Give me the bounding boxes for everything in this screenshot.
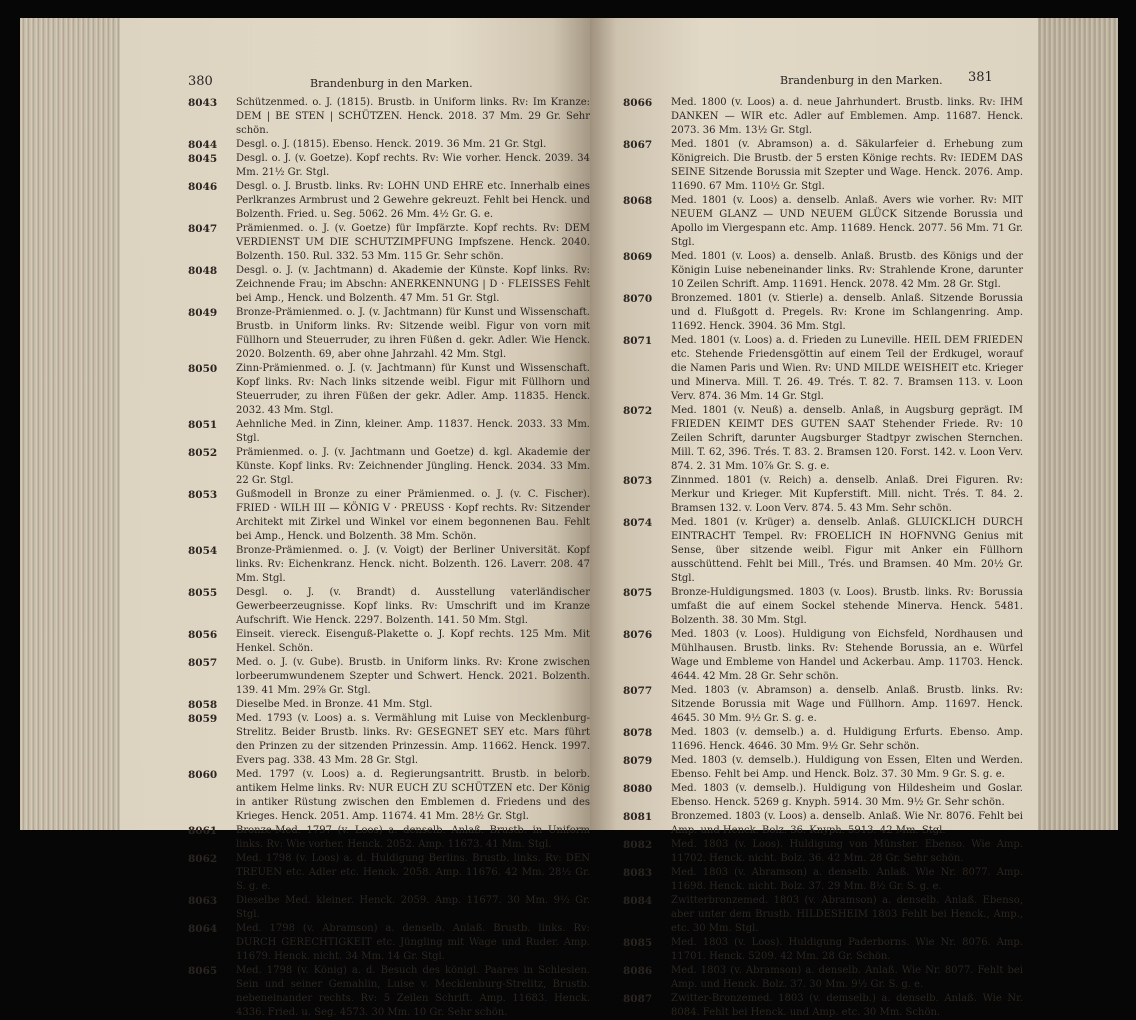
entry-text: Zinn-Prämienmed. o. J. (v. Jachtmann) für Kunst und Wissenschaft. Kopf links. Rv: Nach links sitzende weibl. Figur mit Füllhorn und Steuerruder, zu ihren Füßen der gekr. Adler. Amp. 11835. Henck. 2032. 43 Mm. Stgl. bbox=[236, 363, 590, 416]
entry-number: 8065 bbox=[188, 965, 218, 977]
catalog-entry bbox=[188, 418, 590, 446]
entry-number: 8047 bbox=[188, 223, 218, 235]
page-number: 381 bbox=[968, 70, 993, 85]
entry-text: Dieselbe Med. in Bronze. 41 Mm. Stgl. bbox=[236, 699, 433, 710]
entry-text: Schützenmed. o. J. (1815). Brustb. in Uniform links. Rv: Im Kranze: DEM | BE STEN | SCHÜTZEN. Henck. 2018. 37 Mm. 29 Gr. Sehr schön. bbox=[236, 97, 590, 136]
entry-number: 8075 bbox=[623, 587, 653, 599]
catalog-entry bbox=[188, 628, 590, 656]
entry-text: Desgl. o. J. Brustb. links. Rv: LOHN UND EHRE etc. Innerhalb eines Perlkranzes Armbrust und 2 Gewehre gekreuzt. Fehlt bei Henck. und Bolzenth. Fried. u. Seg. 5062. 26 Mm. 4½ Gr. G. e. bbox=[236, 181, 590, 220]
catalog-entry bbox=[188, 306, 590, 362]
catalog-entry bbox=[188, 894, 590, 922]
catalog-entry bbox=[623, 894, 1023, 936]
entry-number: 8073 bbox=[623, 475, 653, 487]
catalog-entry bbox=[623, 992, 1023, 1020]
entry-number: 8048 bbox=[188, 265, 218, 277]
entry-number: 8044 bbox=[188, 139, 218, 151]
entry-number: 8070 bbox=[623, 293, 653, 305]
catalog-entry bbox=[188, 180, 590, 222]
entry-number: 8052 bbox=[188, 447, 218, 459]
entry-list bbox=[188, 96, 590, 1020]
entry-number: 8084 bbox=[623, 895, 653, 907]
catalog-entry bbox=[623, 474, 1023, 516]
entry-number: 8071 bbox=[623, 335, 653, 347]
catalog-entry bbox=[623, 866, 1023, 894]
catalog-entry bbox=[188, 138, 590, 152]
catalog-entry bbox=[188, 922, 590, 964]
running-head: Brandenburg in den Marken. bbox=[780, 74, 943, 87]
entry-number: 8054 bbox=[188, 545, 218, 557]
entry-number: 8056 bbox=[188, 629, 218, 641]
entry-text: Bronzemed. 1801 (v. Stierle) a. denselb. Anlaß. Sitzende Borussia und d. Flußgott d. Pregels. Rv: Krone im Schlangenring. Amp. 11692. Henck. 3904. 36 Mm. Stgl. bbox=[671, 293, 1023, 332]
catalog-entry bbox=[623, 628, 1023, 684]
entry-text: Bronzemed. 1803 (v. Loos) a. denselb. Anlaß. Wie Nr. 8076. Fehlt bei Amp. und Henck. Bolz. 36. Knyph. 5913. 42 Mm. Stgl. bbox=[671, 811, 1023, 836]
entry-number: 8087 bbox=[623, 993, 653, 1005]
catalog-entry bbox=[623, 586, 1023, 628]
right-page bbox=[590, 18, 1038, 1018]
catalog-entry bbox=[188, 852, 590, 894]
entry-number: 8080 bbox=[623, 783, 653, 795]
entry-text: Med. 1801 (v. Loos) a. denselb. Anlaß. Brustb. des Königs und der Königin Luise nebeneinander links. Rv: Strahlende Krone, darunter 10 Zeilen Schrift. Amp. 11691. Henck. 2078. 42 Mm. 28 Gr. Stgl. bbox=[671, 251, 1023, 290]
entry-text: Med. 1798 (v. König) a. d. Besuch des königl. Paares in Schlesien. Sein und seiner Gemahlin, Luise v. Mecklenburg-Strelitz, Brustb. nebeneinander rechts. Rv: 5 Zeilen Schrift. Amp. 11683. Henck. 4336. Fried. u. Seg. 4573. 30 Mm. 10 Gr. Sehr schön. bbox=[236, 965, 590, 1018]
entry-text: Med. 1801 (v. Loos) a. denselb. Anlaß. Avers wie vorher. Rv: MIT NEUEM GLANZ — UND NEUEM GLÜCK Sitzende Borussia und Apollo im Viergespann etc. Amp. 11689. Henck. 2077. 56 Mm. 71 Gr. Stgl. bbox=[671, 195, 1023, 248]
entry-text: Med. 1793 (v. Loos) a. s. Vermählung mit Luise von Mecklenburg-Strelitz. Beider Brustb. links. Rv: GESEGNET SEY etc. Mars führt den Prinzen zu der sitzenden Prinzessin. Amp. 11662. Henck. 1997. Evers pag. 338. 43 Mm. 28 Gr. Stgl. bbox=[236, 713, 590, 766]
entry-text: Med. 1803 (v. Loos). Huldigung von Eichsfeld, Nordhausen und Mühlhausen. Brustb. links. Rv: Stehende Borussia, an e. Würfel Wage und Embleme von Handel und Ackerbau. Amp. 11703. Henck. 4644. 42 Mm. 28 Gr. Sehr schön. bbox=[671, 629, 1023, 682]
entry-text: Zwitterbronzemed. 1803 (v. Abramson) a. denselb. Anlaß. Ebenso, aber unter dem Brustb. HILDESHEIM 1803 Fehlt bei Henck., Amp., etc. 30 Mm. Stgl. bbox=[671, 895, 1023, 934]
catalog-entry bbox=[188, 362, 590, 418]
catalog-entry bbox=[623, 404, 1023, 474]
entry-text: Med. 1800 (v. Loos) a. d. neue Jahrhundert. Brustb. links. Rv: IHM DANKEN — WIR etc. Adler auf Emblemen. Amp. 11687. Henck. 2073. 36 Mm. 13½ Gr. Stgl. bbox=[671, 97, 1023, 136]
entry-number: 8076 bbox=[623, 629, 653, 641]
catalog-entry bbox=[623, 782, 1023, 810]
entry-text: Med. 1801 (v. Abramson) a. d. Säkularfeier d. Erhebung zum Königreich. Die Brustb. der 5 ersten Könige rechts. Rv: IEDEM DAS SEINE Sitzende Borussia mit Szepter und Wage. Henck. 2076. Amp. 11690. 67 Mm. 110½ Gr. Stgl. bbox=[671, 139, 1023, 192]
catalog-entry bbox=[623, 138, 1023, 194]
entry-text: Med. 1803 (v. Abramson) a. denselb. Anlaß. Wie Nr. 8077. Amp. 11698. Henck. nicht. Bolz. 37. 29 Mm. 8½ Gr. S. g. e. bbox=[671, 867, 1023, 892]
entry-number: 8083 bbox=[623, 867, 653, 879]
catalog-entry bbox=[188, 446, 590, 488]
running-head: Brandenburg in den Marken. bbox=[310, 77, 473, 90]
catalog-entry bbox=[623, 292, 1023, 334]
entry-text: Med. o. J. (v. Gube). Brustb. in Uniform links. Rv: Krone zwischen lorbeerumwundenem Szepter und Schwert. Henck. 2021. Bolzenth. 139. 41 Mm. 29⅞ Gr. Stgl. bbox=[236, 657, 590, 696]
entry-number: 8074 bbox=[623, 517, 653, 529]
entry-number: 8043 bbox=[188, 97, 218, 109]
catalog-entry bbox=[623, 334, 1023, 404]
entry-text: Aehnliche Med. in Zinn, kleiner. Amp. 11837. Henck. 2033. 33 Mm. Stgl. bbox=[236, 419, 590, 444]
entry-number: 8079 bbox=[623, 755, 653, 767]
catalog-entry bbox=[188, 264, 590, 306]
entry-number: 8078 bbox=[623, 727, 653, 739]
entry-text: Med. 1803 (v. demselb.). Huldigung von Hildesheim und Goslar. Ebenso. Henck. 5269 g. Knyph. 5914. 30 Mm. 9½ Gr. Sehr schön. bbox=[671, 783, 1023, 808]
entry-list bbox=[623, 96, 1023, 1020]
entry-number: 8064 bbox=[188, 923, 218, 935]
entry-number: 8068 bbox=[623, 195, 653, 207]
catalog-entry bbox=[188, 964, 590, 1020]
entry-text: Med. 1803 (v. Loos). Huldigung von Münster. Ebenso. Wie Amp. 11702. Henck. nicht. Bolz. 36. 42 Mm. 28 Gr. Sehr schön. bbox=[671, 839, 1023, 864]
entry-text: Desgl. o. J. (v. Jachtmann) d. Akademie der Künste. Kopf links. Rv: Zeichnende Frau; im Abschn: ANERKENNUNG | D · FLEISSES Fehlt bei Amp., Henck. und Bolzenth. 47 Mm. 51 Gr. Stgl. bbox=[236, 265, 590, 304]
catalog-entry bbox=[623, 936, 1023, 964]
catalog-entry bbox=[623, 754, 1023, 782]
entry-number: 8066 bbox=[623, 97, 653, 109]
entry-text: Einseit. viereck. Eisenguß-Plakette o. J. Kopf rechts. 125 Mm. Mit Henkel. Schön. bbox=[236, 629, 590, 654]
entry-text: Zwitter-Bronzemed. 1803 (v. demselb.) a. denselb. Anlaß. Wie Nr. 8084. Fehlt bei Henck. und Amp. etc. 30 Mm. Schön. bbox=[671, 993, 1023, 1018]
entry-text: Bronze-Prämienmed. o. J. (v. Voigt) der Berliner Universität. Kopf links. Rv: Eichenkranz. Henck. nicht. Bolzenth. 126. Laverr. 208. 47 Mm. Stgl. bbox=[236, 545, 590, 584]
entry-number: 8081 bbox=[623, 811, 653, 823]
catalog-entry bbox=[623, 684, 1023, 726]
entry-text: Med. 1798 (v. Loos) a. d. Huldigung Berlins. Brustb. links. Rv: DEN TREUEN etc. Adler etc. Henck. 2058. Amp. 11676. 42 Mm. 28½ Gr. S. g. e. bbox=[236, 853, 590, 892]
catalog-entry bbox=[188, 544, 590, 586]
catalog-entry bbox=[623, 810, 1023, 838]
catalog-entry bbox=[623, 96, 1023, 138]
entry-number: 8063 bbox=[188, 895, 218, 907]
book-scan bbox=[20, 18, 1118, 1018]
entry-text: Med. 1801 (v. Krüger) a. denselb. Anlaß. GLUICKLICH DURCH EINTRACHT Tempel. Rv: FROELICH IN HOFNVNG Genius mit Sense, über sitzende weibl. Figur mit Anker ein Füllhorn ausschüttend. Fehlt bei Mill., Trés. und Bramsen. 40 Mm. 20½ Gr. Stgl. bbox=[671, 517, 1023, 584]
page-number: 380 bbox=[188, 74, 213, 89]
entry-number: 8045 bbox=[188, 153, 218, 165]
entry-number: 8086 bbox=[623, 965, 653, 977]
entry-text: Med. 1803 (v. demselb.) a. d. Huldigung Erfurts. Ebenso. Amp. 11696. Henck. 4646. 30 Mm. 9½ Gr. Sehr schön. bbox=[671, 727, 1023, 752]
entry-text: Med. 1803 (v. Loos). Huldigung Paderborns. Wie Nr. 8076. Amp. 11701. Henck. 5209. 42 Mm. 28 Gr. Schön. bbox=[671, 937, 1023, 962]
entry-number: 8062 bbox=[188, 853, 218, 865]
entry-text: Med. 1801 (v. Neuß) a. denselb. Anlaß, in Augsburg geprägt. IM FRIEDEN KEIMT DES GUTEN SAAT Stehender Friede. Rv: 10 Zeilen Schrift, darunter Augsburger Stadtpyr zwischen Sternchen. Mill. T. 62, 396. Trés. T. 83. 2. Bramsen 120. Forst. 142. v. Loon Verv. 874. 2. 31 Mm. 10⅞ Gr. S. g. e. bbox=[671, 405, 1023, 472]
entry-number: 8046 bbox=[188, 181, 218, 193]
catalog-entry bbox=[188, 586, 590, 628]
entry-text: Bronze-Prämienmed. o. J. (v. Jachtmann) für Kunst und Wissenschaft. Brustb. in Uniform links. Rv: Sitzende weibl. Figur von vorn mit Füllhorn und Steuerruder, zu ihren Füßen d. gekr. Adler. Wie Henck. 2020. Bolzenth. 69, aber ohne Jahrzahl. 42 Mm. Stgl. bbox=[236, 307, 590, 360]
entry-number: 8050 bbox=[188, 363, 218, 375]
entry-number: 8049 bbox=[188, 307, 218, 319]
entry-text: Med. 1797 (v. Loos) a. d. Regierungsantritt. Brustb. in belorb. antikem Helme links. Rv: NUR EUCH ZU SCHÜTZEN etc. Der König in antiker Rüstung zwischen den Emblemen d. Friedens und des Krieges. Henck. 2051. Amp. 11674. 41 Mm. 28½ Gr. Stgl. bbox=[236, 769, 590, 822]
entry-text: Med. 1803 (v. Abramson) a. denselb. Anlaß. Brustb. links. Rv: Sitzende Borussia mit Wage und Füllhorn. Amp. 11697. Henck. 4645. 30 Mm. 9½ Gr. S. g. e. bbox=[671, 685, 1023, 724]
catalog-entry bbox=[623, 516, 1023, 586]
catalog-entry bbox=[188, 656, 590, 698]
entry-text: Med. 1801 (v. Loos) a. d. Frieden zu Luneville. HEIL DEM FRIEDEN etc. Stehende Friedensgöttin auf einem Teil der Erdkugel, worauf die Namen Paris und Wien. Rv: UND MILDE WEISHEIT etc. Krieger und Minerva. Mill. T. 26. 49. Trés. T. 82. 7. Bramsen 113. v. Loon Verv. 874. 36 Mm. 14 Gr. Stgl. bbox=[671, 335, 1023, 402]
entry-number: 8069 bbox=[623, 251, 653, 263]
catalog-entry bbox=[188, 96, 590, 138]
catalog-entry bbox=[188, 152, 590, 180]
entry-number: 8077 bbox=[623, 685, 653, 697]
entry-number: 8067 bbox=[623, 139, 653, 151]
catalog-entry bbox=[623, 726, 1023, 754]
catalog-entry bbox=[623, 838, 1023, 866]
entry-number: 8058 bbox=[188, 699, 218, 711]
left-page bbox=[120, 18, 590, 1018]
entry-number: 8053 bbox=[188, 489, 218, 501]
entry-text: Prämienmed. o. J. (v. Jachtmann und Goetze) d. kgl. Akademie der Künste. Kopf links. Rv: Zeichnender Jüngling. Henck. 2034. 33 Mm. 22 Gr. Stgl. bbox=[236, 447, 590, 486]
entry-number: 8059 bbox=[188, 713, 218, 725]
entry-number: 8085 bbox=[623, 937, 653, 949]
entry-number: 8072 bbox=[623, 405, 653, 417]
catalog-entry bbox=[188, 222, 590, 264]
entry-number: 8055 bbox=[188, 587, 218, 599]
catalog-entry bbox=[188, 488, 590, 544]
entry-number: 8051 bbox=[188, 419, 218, 431]
catalog-entry bbox=[623, 964, 1023, 992]
catalog-entry bbox=[188, 712, 590, 768]
catalog-entry bbox=[188, 698, 590, 712]
entry-text: Desgl. o. J. (v. Brandt) d. Ausstellung vaterländischer Gewerbeerzeugnisse. Kopf links. Rv: Umschrift und im Kranze Aufschrift. Wie Henck. 2297. Bolzenth. 141. 50 Mm. Stgl. bbox=[236, 587, 590, 626]
page-stack-left bbox=[20, 18, 120, 830]
entry-text: Bronze-Med. 1797 (v. Loos) a. denselb. Anlaß. Brustb. in Uniform links. Rv: Wie vorher. Henck. 2052. Amp. 11673. 41 Mm. Stgl. bbox=[236, 825, 590, 850]
entry-text: Desgl. o. J. (v. Goetze). Kopf rechts. Rv: Wie vorher. Henck. 2039. 34 Mm. 21½ Gr. Stgl. bbox=[236, 153, 590, 178]
catalog-entry bbox=[188, 824, 590, 852]
entry-text: Prämienmed. o. J. (v. Goetze) für Impfärzte. Kopf rechts. Rv: DEM VERDIENST UM DIE SCHUTZIMPFUNG Impfszene. Henck. 2040. Bolzenth. 150. Rul. 332. 53 Mm. 115 Gr. Sehr schön. bbox=[236, 223, 590, 262]
page-stack-right bbox=[1038, 18, 1118, 830]
entry-text: Med. 1803 (v. Abramson) a. denselb. Anlaß. Wie Nr. 8077. Fehlt bei Amp. und Henck. Bolz. 37. 30 Mm. 9½ Gr. S. g. e. bbox=[671, 965, 1023, 990]
entry-number: 8082 bbox=[623, 839, 653, 851]
entry-text: Dieselbe Med. kleiner. Henck. 2059. Amp. 11677. 30 Mm. 9½ Gr. Stgl. bbox=[236, 895, 590, 920]
catalog-entry bbox=[188, 768, 590, 824]
entry-text: Zinnmed. 1801 (v. Reich) a. denselb. Anlaß. Drei Figuren. Rv: Merkur und Krieger. Mit Kupferstift. Mill. nicht. Trés. T. 84. 2. Bramsen 132. v. Loon Verv. 874. 5. 43 Mm. Sehr schön. bbox=[671, 475, 1023, 514]
entry-text: Desgl. o. J. (1815). Ebenso. Henck. 2019. 36 Mm. 21 Gr. Stgl. bbox=[236, 139, 547, 150]
entry-text: Med. 1798 (v. Abramson) a. denselb. Anlaß. Brustb. links. Rv: DURCH GERECHTIGKEIT etc. Jüngling mit Wage und Ruder. Amp. 11679. Henck. nicht. 34 Mm. 14 Gr. Stgl. bbox=[236, 923, 590, 962]
entry-number: 8057 bbox=[188, 657, 218, 669]
entry-number: 8061 bbox=[188, 825, 218, 837]
entry-number: 8060 bbox=[188, 769, 218, 781]
catalog-entry bbox=[623, 194, 1023, 250]
entry-text: Med. 1803 (v. demselb.). Huldigung von Essen, Elten und Werden. Ebenso. Fehlt bei Amp. und Henck. Bolz. 37. 30 Mm. 9 Gr. S. g. e. bbox=[671, 755, 1023, 780]
catalog-entry bbox=[623, 250, 1023, 292]
entry-text: Bronze-Huldigungsmed. 1803 (v. Loos). Brustb. links. Rv: Borussia umfaßt die auf einem Sockel stehende Minerva. Henck. 5481. Bolzenth. 38. 30 Mm. Stgl. bbox=[671, 587, 1023, 626]
entry-text: Gußmodell in Bronze zu einer Prämienmed. o. J. (v. C. Fischer). FRIED · WILH III — KÖNIG V · PREUSS · Kopf rechts. Rv: Sitzender Architekt mit Zirkel und Winkel vor einem begonnenen Bau. Fehlt bei Amp., Henck. und Bolzenth. 38 Mm. Schön. bbox=[236, 489, 590, 542]
